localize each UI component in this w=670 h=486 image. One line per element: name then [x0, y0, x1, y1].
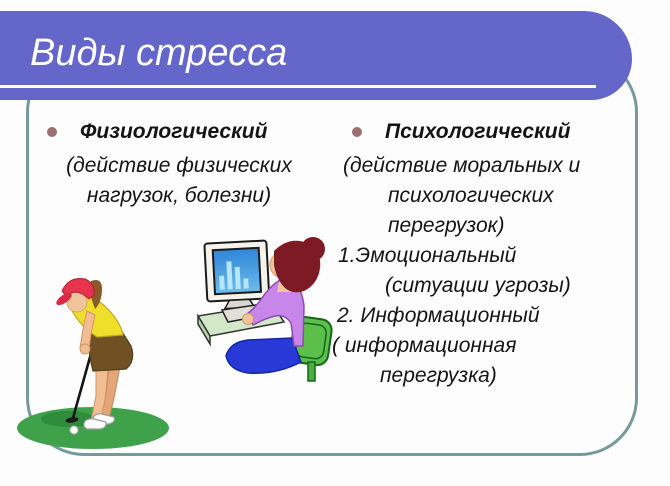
- text-line: нагрузок, болезни): [86, 184, 272, 207]
- title-underline: [0, 85, 596, 88]
- text-line: (ситуации угрозы): [385, 274, 571, 297]
- text-line: ( информационная: [332, 334, 517, 357]
- text-line: (действие физических: [66, 154, 292, 177]
- left-bullet-row: [38, 117, 320, 147]
- woman-at-computer-clipart: [196, 234, 338, 382]
- title-banner: [0, 11, 632, 100]
- right-heading: Психологический: [385, 120, 571, 143]
- bullet-icon: [352, 127, 362, 137]
- bullet-icon: [47, 127, 57, 137]
- golfer-clipart: [10, 268, 182, 458]
- text-line: психологических: [388, 184, 554, 207]
- text-line: перегрузок): [388, 214, 505, 237]
- text-line: перегрузка): [380, 364, 497, 387]
- text-line: 2. Информационный: [337, 304, 540, 327]
- right-bullet-row: [332, 117, 632, 147]
- left-heading: Физиологический: [80, 120, 268, 143]
- right-column: [332, 117, 632, 391]
- page-title: Виды стресса: [30, 32, 288, 74]
- text-line: 1.Эмоциональный: [338, 244, 517, 267]
- text-line: (действие моральных и: [343, 154, 581, 177]
- left-column: [38, 117, 320, 211]
